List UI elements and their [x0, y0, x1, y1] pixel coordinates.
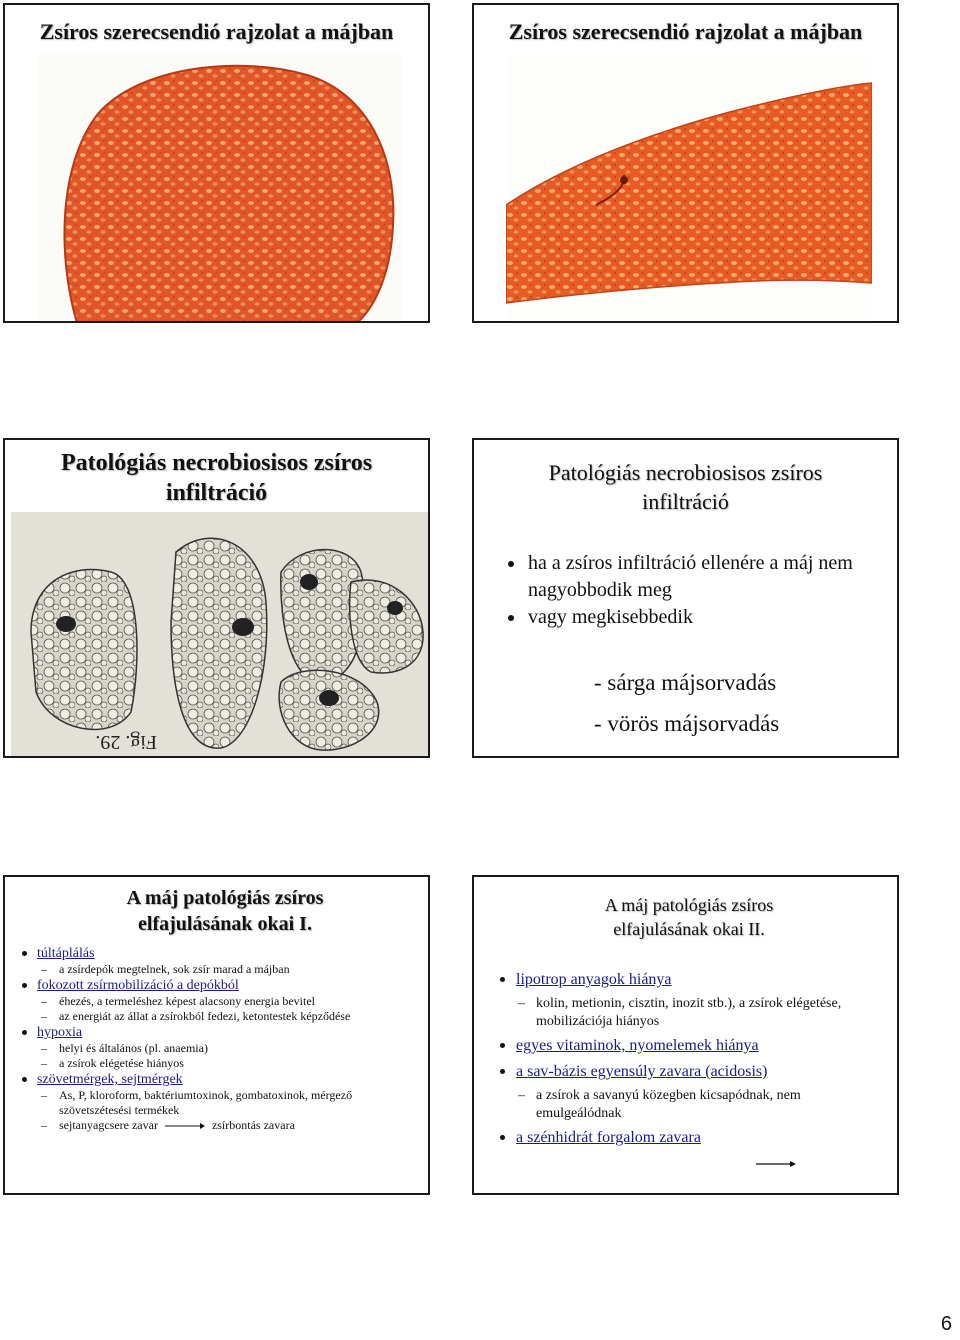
list-item: – helyi és általános (pl. anaemia)	[19, 1041, 419, 1056]
list-item: – éhezés, a termeléshez képest alacsony energia bevitel	[19, 994, 419, 1009]
list-item: a szénhidrát forgalom zavara	[498, 1127, 888, 1149]
slide-6-list	[498, 965, 888, 1149]
list-item: – a zsírok elégetése hiányos	[19, 1056, 419, 1071]
slide-2	[472, 3, 899, 323]
list-item-metabolism: – sejtanyagcsere zavar zsírbontás zavara	[19, 1118, 419, 1133]
list-item: – As, P, kloroform, baktériumtoxinok, gombatoxinok, mérgező szövetszétesési termékek	[19, 1088, 419, 1118]
list-item: – kolin, metionin, cisztin, inozit stb.), a zsírok elégetése, mobilizációja hiányos	[498, 995, 888, 1031]
right-arrow-icon	[165, 1122, 205, 1130]
slide-5-list	[19, 945, 419, 1133]
list-item: szövetmérgek, sejtmérgek	[19, 1071, 419, 1088]
slide-2-title: Zsíros szerecsendió rajzolat a májban	[508, 19, 863, 44]
list-item: hypoxia	[19, 1024, 419, 1041]
figure-label: Fig. 29.	[95, 731, 157, 753]
slide-1-title: Zsíros szerecsendió rajzolat a májban	[39, 19, 394, 44]
fatty-cells-drawing	[11, 512, 429, 756]
slide-5	[3, 875, 430, 1195]
liver-section-photo-1	[37, 55, 403, 323]
slide-4-bullets	[506, 550, 886, 631]
list-item: – az energiát az állat a zsírokból fedezi, ketontestek képződése	[19, 1009, 419, 1024]
list-item: a sav-bázis egyensúly zavara (acidosis)	[498, 1061, 888, 1083]
list-item: egyes vitaminok, nyomelemek hiánya	[498, 1035, 888, 1057]
slide-3-title: Patológiás necrobiosisos zsíros infiltráció	[60, 450, 373, 506]
list-item: lipotrop anyagok hiánya	[498, 969, 888, 991]
list-item: túltáplálás	[19, 945, 419, 962]
slide-4	[472, 438, 899, 758]
bullet-item: ha a zsíros infiltráció ellenére a máj nem nagyobbodik meg	[506, 550, 886, 604]
red-atrophy-line: - vörös májsorvadás	[594, 711, 780, 736]
slide-6-title: A máj patológiás zsíros elfajulásának okai II.	[604, 895, 774, 939]
bullet-item: vagy megkisebbedik	[506, 604, 886, 631]
slide-1	[3, 3, 430, 323]
slide-4-atrophy-types	[594, 662, 779, 744]
slide-5-title: A máj patológiás zsíros elfajulásának okai I.	[126, 887, 324, 935]
slide-6	[472, 875, 899, 1195]
right-arrow-icon	[756, 1159, 796, 1169]
list-item: – a zsírdepók megtelnek, sok zsír marad a májban	[19, 962, 419, 977]
slide-3	[3, 438, 430, 758]
page-number: 6	[940, 1313, 952, 1335]
yellow-atrophy-line: - sárga májsorvadás	[594, 670, 777, 695]
liver-section-photo-2	[506, 55, 872, 323]
list-item: – a zsírok a savanyú közegben kicsapódnak, nem emulgeálódnak	[498, 1087, 888, 1123]
slide-4-title: Patológiás necrobiosisos zsíros infiltráció	[548, 460, 823, 514]
list-item: fokozott zsírmobilizáció a depókból	[19, 977, 419, 994]
